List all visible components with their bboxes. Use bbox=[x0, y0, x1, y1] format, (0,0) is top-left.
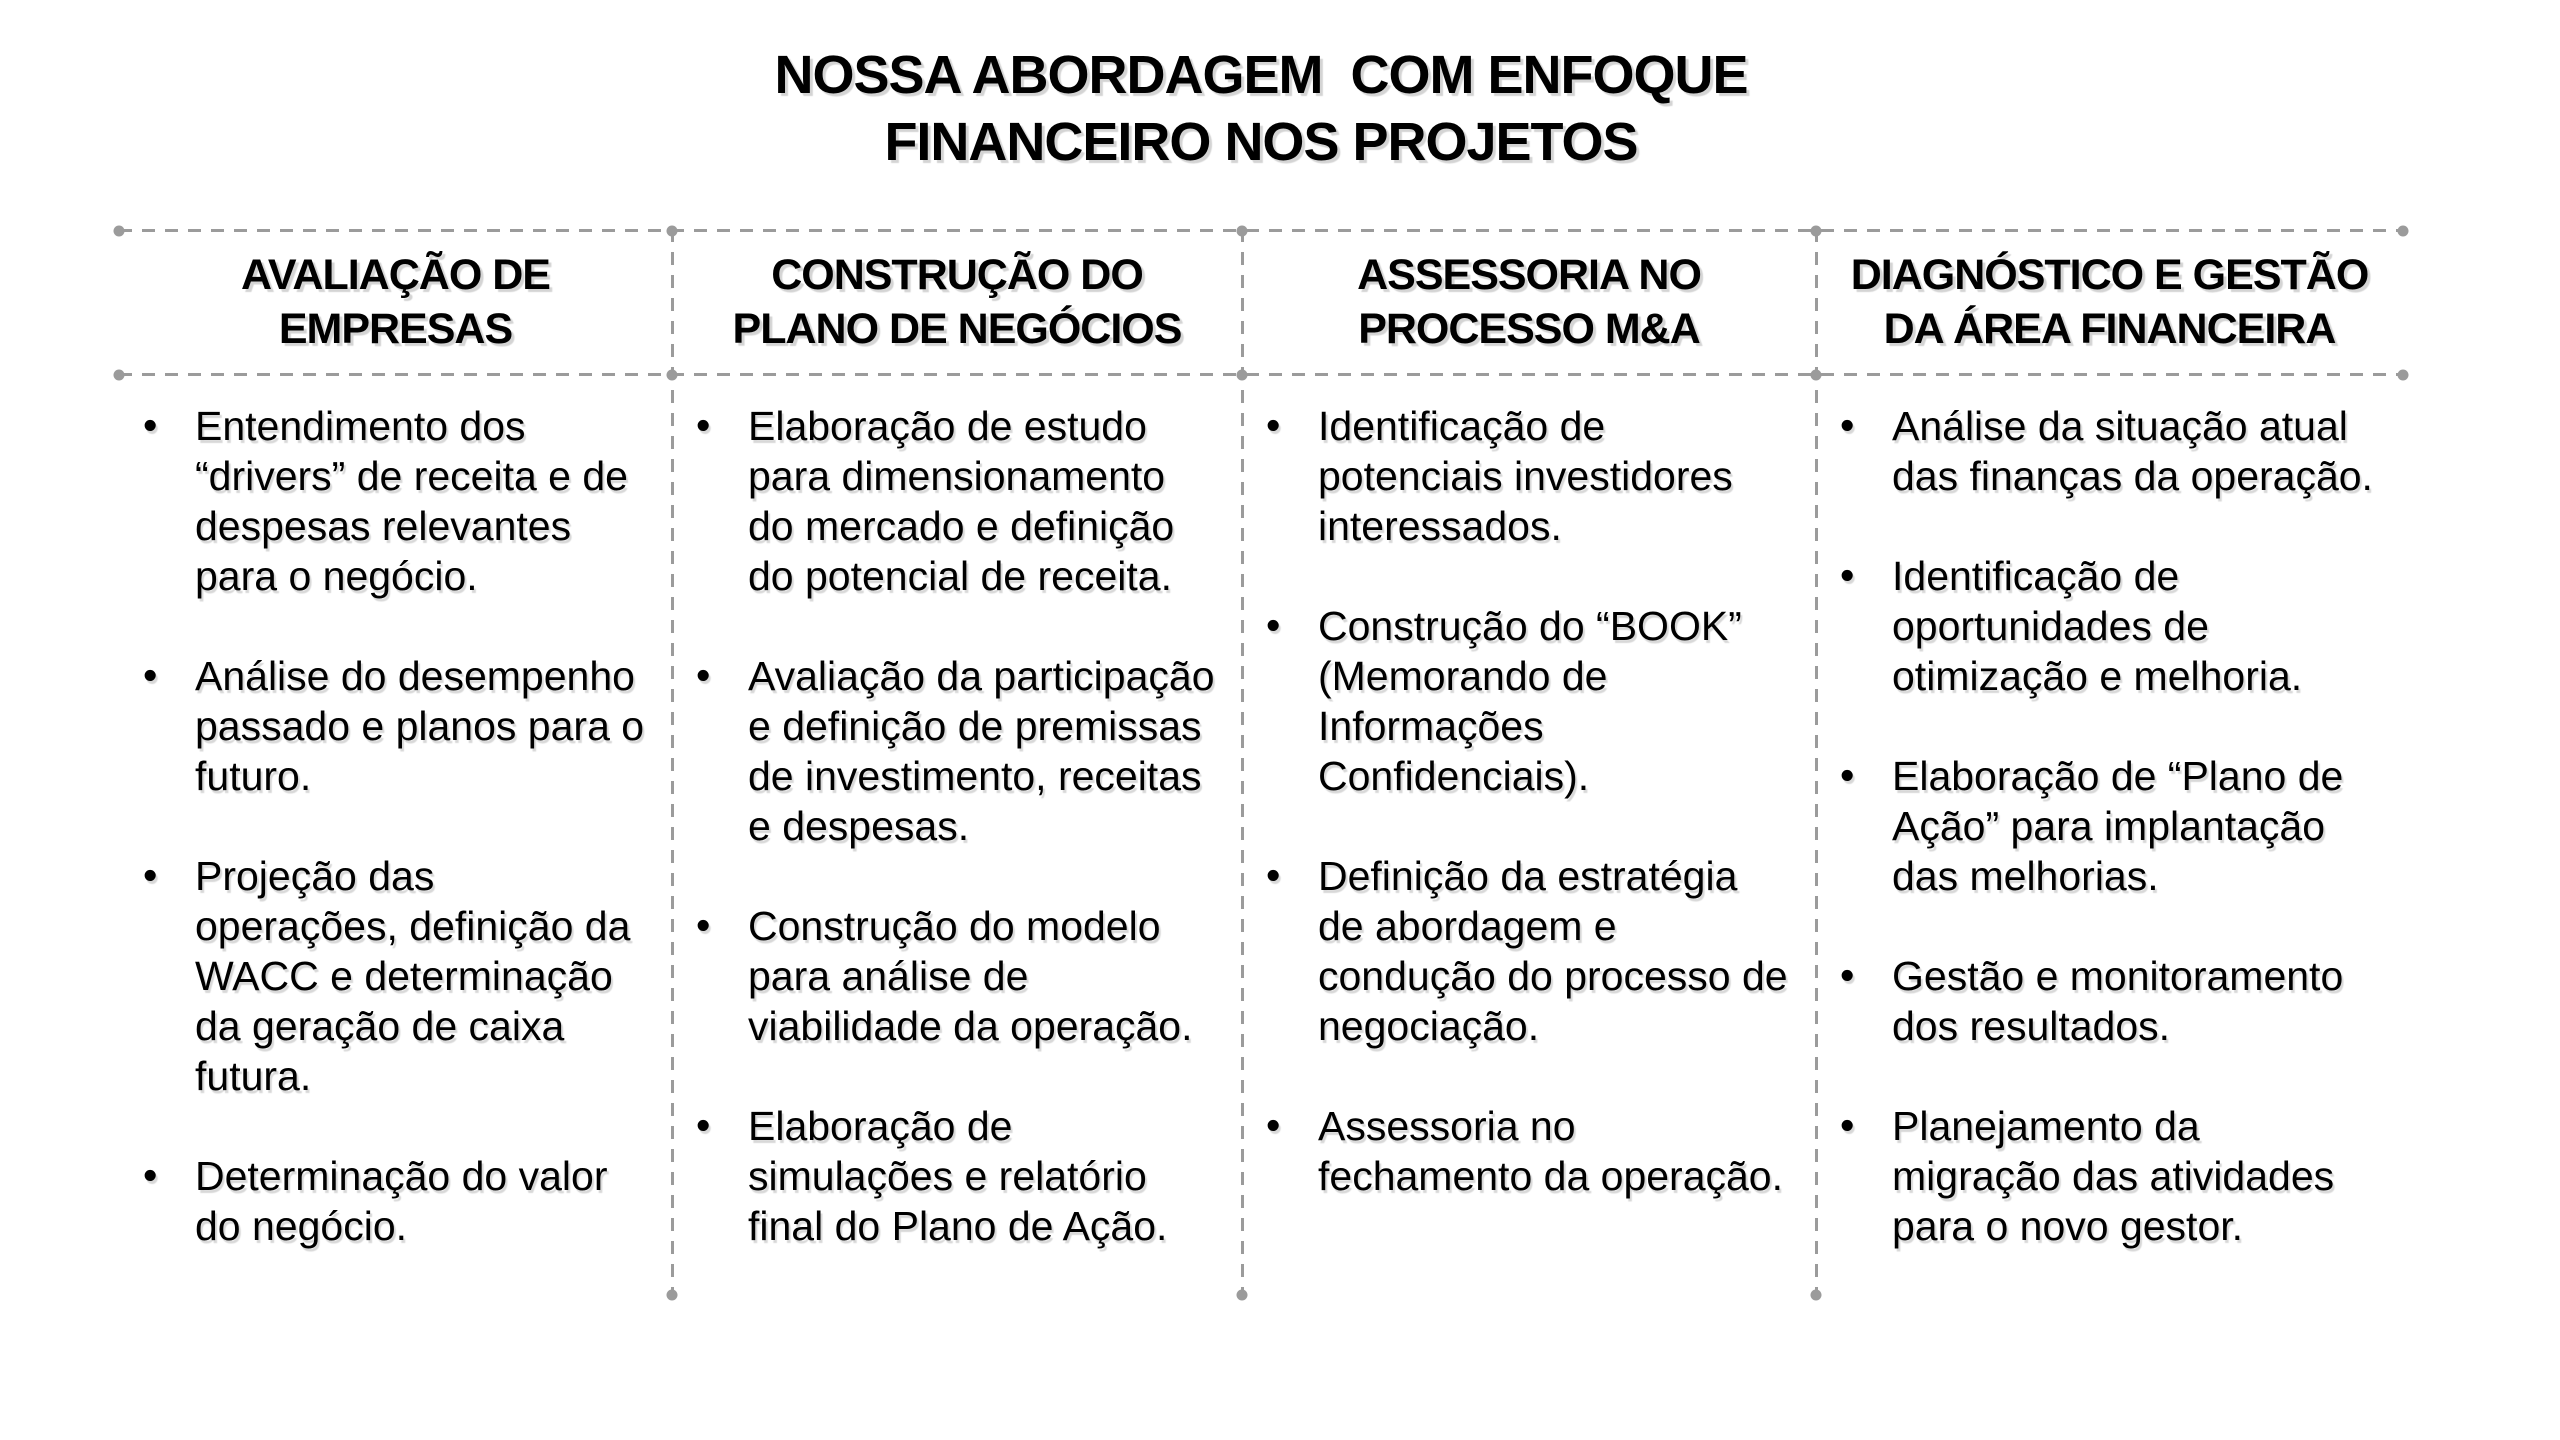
column-items-4 bbox=[1816, 374, 2403, 1301]
dashed-column-separator bbox=[671, 229, 674, 1295]
bullet-text: Elaboração de estudo para dimensionamento do mercado e definição do potencial de receita. bbox=[748, 403, 1175, 599]
dashed-column-separator bbox=[1815, 229, 1818, 1295]
line-end-dot bbox=[2398, 369, 2409, 380]
bullet-text: Análise da situação atual das finanças da operação. bbox=[1892, 403, 2373, 499]
bullet-text: Assessoria no fechamento da operação. bbox=[1318, 1103, 1783, 1199]
bullet-icon: • bbox=[1840, 1102, 1855, 1148]
bullet-icon: • bbox=[1840, 952, 1855, 998]
bullet-icon: • bbox=[143, 652, 158, 698]
bullet-icon: • bbox=[1840, 402, 1855, 448]
line-end-dot bbox=[1237, 369, 1248, 380]
bullet-icon: • bbox=[696, 652, 711, 698]
bullet-icon: • bbox=[1266, 1102, 1281, 1148]
bullet-item bbox=[1816, 551, 2379, 701]
line-end-dot bbox=[667, 369, 678, 380]
bullet-item bbox=[672, 401, 1218, 601]
column-header-line: AVALIAÇÃO DE bbox=[241, 250, 550, 299]
page-title bbox=[119, 42, 2403, 176]
bullet-text: Entendimento dos “drivers” de receita e de despesas relevantes para o negócio. bbox=[195, 403, 628, 599]
bullet-item bbox=[1242, 401, 1792, 551]
column-header-line: DIAGNÓSTICO E GESTÃO bbox=[1850, 250, 2369, 299]
bullet-text: Análise do desempenho passado e planos para o futuro. bbox=[195, 653, 645, 799]
bullet-text: Elaboração de “Plano de Ação” para implantação das melhorias. bbox=[1892, 753, 2344, 899]
bullet-icon: • bbox=[143, 1152, 158, 1198]
bullet-icon: • bbox=[1266, 602, 1281, 648]
bullet-item bbox=[1816, 951, 2379, 1051]
bullet-item bbox=[1242, 1101, 1792, 1201]
bullet-text: Determinação do valor do negócio. bbox=[195, 1153, 608, 1249]
bullet-item bbox=[119, 1151, 648, 1251]
line-end-dot bbox=[114, 369, 125, 380]
bullet-icon: • bbox=[696, 402, 711, 448]
column-items-2 bbox=[672, 374, 1242, 1301]
page-title-line-1: NOSSA ABORDAGEM COM ENFOQUE bbox=[774, 45, 1748, 105]
column-header-1 bbox=[119, 229, 672, 374]
bullet-text: Planejamento da migração das atividades para o novo gestor. bbox=[1892, 1103, 2335, 1249]
bullet-icon: • bbox=[696, 1102, 711, 1148]
line-end-dot bbox=[1237, 1290, 1248, 1301]
bullet-item bbox=[1816, 751, 2379, 901]
column-header-line: DA ÁREA FINANCEIRA bbox=[1883, 304, 2336, 353]
bullet-text: Identificação de oportunidades de otimização e melhoria. bbox=[1892, 553, 2303, 699]
dashed-column-separator bbox=[1241, 229, 1244, 1295]
line-end-dot bbox=[667, 1290, 678, 1301]
bullet-text: Construção do modelo para análise de viabilidade da operação. bbox=[748, 903, 1193, 1049]
column-items-3 bbox=[1242, 374, 1816, 1301]
line-end-dot bbox=[1811, 225, 1822, 236]
page-title-line-2: FINANCEIRO NOS PROJETOS bbox=[884, 112, 1638, 172]
bullet-text: Elaboração de simulações e relatório final do Plano de Ação. bbox=[748, 1103, 1168, 1249]
column-header-line: CONSTRUÇÃO DO bbox=[771, 250, 1143, 299]
line-end-dot bbox=[1237, 225, 1248, 236]
bullet-item bbox=[1242, 601, 1792, 801]
bullet-icon: • bbox=[143, 852, 158, 898]
bullet-item bbox=[672, 1101, 1218, 1251]
column-header-line: ASSESSORIA NO bbox=[1357, 250, 1701, 299]
bullet-icon: • bbox=[1266, 852, 1281, 898]
column-header-line: EMPRESAS bbox=[278, 304, 513, 353]
bullet-item bbox=[1816, 401, 2379, 501]
bullet-icon: • bbox=[696, 902, 711, 948]
body-row bbox=[119, 374, 2403, 1301]
bullet-text: Gestão e monitoramento dos resultados. bbox=[1892, 953, 2344, 1049]
line-end-dot bbox=[1811, 369, 1822, 380]
approach-table bbox=[119, 229, 2403, 1339]
bullet-text: Definição da estratégia de abordagem e condução do processo de negociação. bbox=[1318, 853, 1788, 1049]
column-header-line: PROCESSO M&A bbox=[1358, 304, 1700, 353]
bullet-item bbox=[119, 651, 648, 801]
bullet-item bbox=[672, 651, 1218, 851]
line-end-dot bbox=[1811, 1290, 1822, 1301]
bullet-text: Construção do “BOOK” (Memorando de Informações Confidenciais). bbox=[1318, 603, 1742, 799]
bullet-icon: • bbox=[1840, 752, 1855, 798]
bullet-icon: • bbox=[143, 402, 158, 448]
bullet-item bbox=[119, 851, 648, 1101]
column-header-3 bbox=[1242, 229, 1816, 374]
column-header-4 bbox=[1816, 229, 2403, 374]
bullet-text: Identificação de potenciais investidores interessados. bbox=[1318, 403, 1733, 549]
column-header-line: PLANO DE NEGÓCIOS bbox=[732, 304, 1182, 353]
bullet-text: Projeção das operações, definição da WACC e determinação da geração de caixa futura. bbox=[195, 853, 631, 1099]
line-end-dot bbox=[114, 225, 125, 236]
line-end-dot bbox=[2398, 225, 2409, 236]
bullet-item bbox=[672, 901, 1218, 1051]
column-header-2 bbox=[672, 229, 1242, 374]
bullet-item bbox=[1816, 1101, 2379, 1251]
bullet-text: Avaliação da participação e definição de premissas de investimento, receitas e despesas. bbox=[748, 653, 1215, 849]
bullet-item bbox=[1242, 851, 1792, 1051]
bullet-item bbox=[119, 401, 648, 601]
line-end-dot bbox=[667, 225, 678, 236]
bullet-icon: • bbox=[1840, 552, 1855, 598]
bullet-icon: • bbox=[1266, 402, 1281, 448]
header-row bbox=[119, 229, 2403, 374]
column-items-1 bbox=[119, 374, 672, 1301]
